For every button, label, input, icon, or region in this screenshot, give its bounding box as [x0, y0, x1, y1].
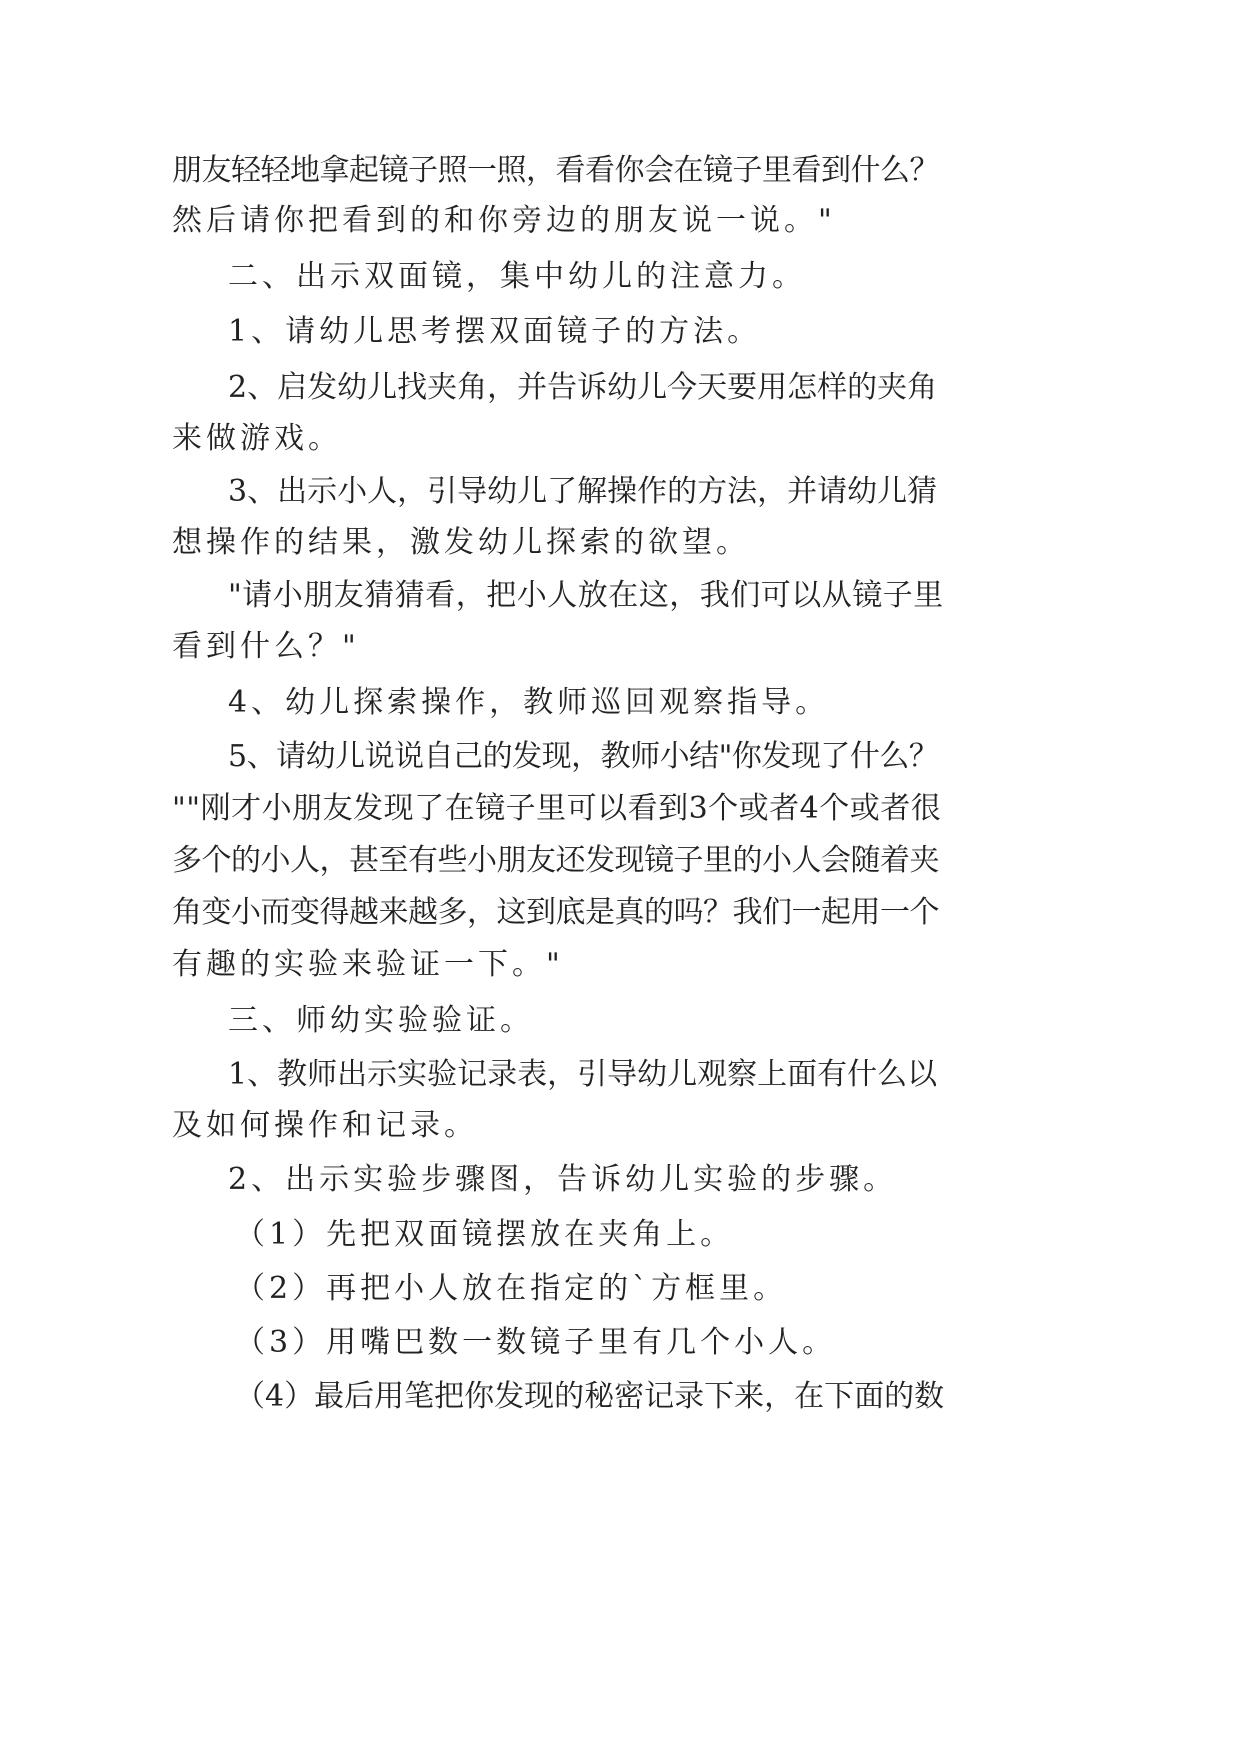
text-line: 4、幼儿探索操作，教师巡回观察指导。: [228, 685, 830, 720]
list-item: （4）最后用笔把你发现的秘密记录下来，在下面的数: [235, 1379, 945, 1414]
section-heading: 二、出示双面镜，集中幼儿的注意力。: [228, 259, 806, 294]
section-heading: 三、师幼实验验证。: [228, 1003, 534, 1038]
text-line: 然后请你把看到的和你旁边的朋友说一说。": [172, 203, 836, 238]
text-line: 来做游戏。: [172, 421, 342, 456]
text-line: ""刚才小朋友发现了在镜子里可以看到3个或者4个或者很: [172, 791, 942, 826]
list-item: （3）用嘴巴数一数镜子里有几个小人。: [235, 1325, 837, 1360]
text-line: 想操作的结果，激发幼儿探索的欲望。: [172, 525, 750, 560]
text-line: 3、出示小人，引导幼儿了解操作的方法，并请幼儿猜: [228, 474, 938, 509]
text-line: 有趣的实验来验证一下。": [172, 947, 564, 982]
text-line: 多个的小人，甚至有些小朋友还发现镜子里的小人会随着夹: [172, 843, 939, 878]
list-item: （2）再把小人放在指定的`方框里。: [235, 1271, 788, 1306]
text-line: 及如何操作和记录。: [172, 1108, 478, 1143]
text-line: 2、出示实验步骤图，告诉幼儿实验的步骤。: [228, 1162, 898, 1197]
text-line: 角变小而变得越来越多，这到底是真的吗？我们一起用一个: [172, 895, 939, 930]
text-line: "请小朋友猜猜看，把小人放在这，我们可以从镜子里: [228, 578, 944, 613]
text-line: 2、启发幼儿找夹角，并告诉幼儿今天要用怎样的夹角: [228, 370, 938, 405]
text-line: 5、请幼儿说说自己的发现，教师小结"你发现了什么？: [228, 739, 939, 774]
list-item: （1）先把双面镜摆放在夹角上。: [235, 1217, 735, 1252]
text-line: 朋友轻轻地拿起镜子照一照，看看你会在镜子里看到什么？: [172, 153, 939, 188]
text-line: 1、教师出示实验记录表，引导幼儿观察上面有什么以: [228, 1057, 938, 1092]
text-line: 看到什么？": [172, 629, 360, 664]
text-line: 1、请幼儿思考摆双面镜子的方法。: [228, 314, 762, 349]
